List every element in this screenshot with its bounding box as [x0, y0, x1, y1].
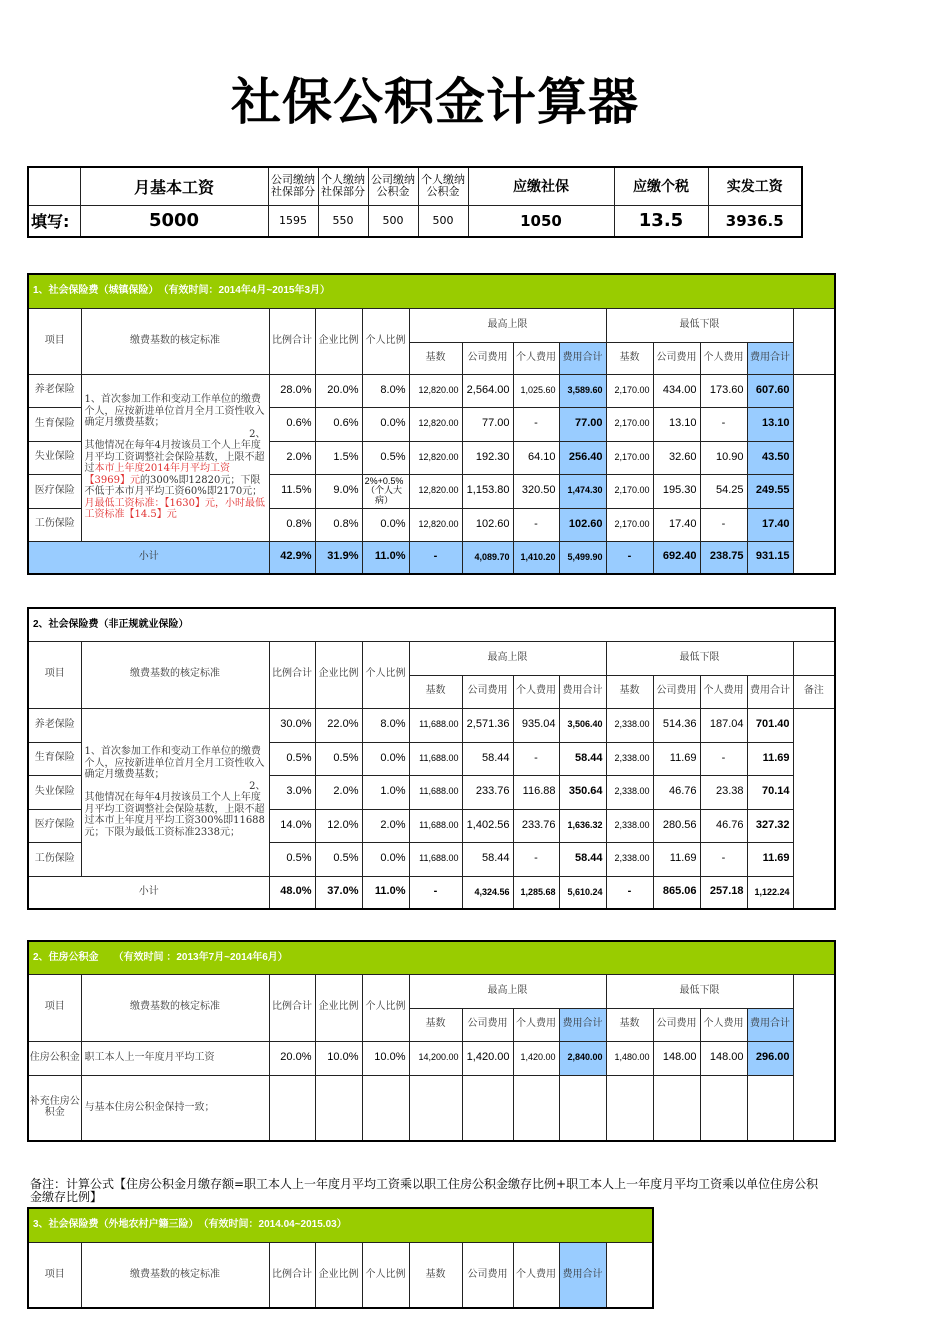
min-total: 249.55 [747, 474, 793, 508]
standard-paragraph-2a: 其他情况在每年4月按该员工个人上年度月平均工资调整社会保险基数，上限不超过 [84, 440, 265, 475]
min-total: 43.50 [747, 441, 793, 474]
max-base: 12,820.00 [409, 374, 462, 407]
min-personal: 23.38 [700, 775, 747, 809]
table-row [28, 1075, 835, 1141]
max-personal: 116.88 [513, 775, 559, 809]
row-item: 工伤保险 [28, 842, 81, 876]
personal-ratio: 0.0% [362, 508, 409, 541]
min-total: 931.15 [747, 541, 793, 574]
max-total: 58.44 [559, 742, 606, 775]
min-base: 2,170.00 [606, 474, 653, 508]
ratio-total: 48.0% [269, 876, 315, 909]
min-base: 2,170.00 [606, 508, 653, 541]
max-total: 2,840.00 [559, 1041, 606, 1075]
company-ratio: 12.0% [315, 809, 362, 842]
max-personal: - [513, 407, 559, 441]
col-min-company-fee: 公司费用 [653, 675, 700, 708]
col-min-personal-fee: 个人费用 [700, 675, 747, 708]
col-personal-fee: 个人费用 [513, 1242, 559, 1308]
min-personal: - [700, 842, 747, 876]
section-housing-fund-table [27, 940, 836, 1142]
col-standard: 缴费基数的核定标准 [81, 308, 269, 374]
personal-ratio: 11.0% [362, 541, 409, 574]
min-total: 11.69 [747, 842, 793, 876]
col-max-base: 基数 [409, 1008, 462, 1041]
tax-due-header: 应缴个税 [614, 167, 708, 205]
min-personal: 46.76 [700, 809, 747, 842]
personal-fund-header: 个人缴纳公积金 [418, 167, 468, 205]
subtotal-row [28, 541, 835, 574]
company-ratio: 0.8% [315, 508, 362, 541]
col-company-ratio: 企业比例 [315, 1242, 362, 1308]
social-due-header: 应缴社保 [468, 167, 614, 205]
col-max-fee-total: 费用合计 [559, 1008, 606, 1041]
ratio-total: 42.9% [269, 541, 315, 574]
col-personal-ratio: 个人比例 [362, 1242, 409, 1308]
calculator-summary-table [27, 166, 803, 238]
max-base: 11,688.00 [409, 842, 462, 876]
min-base: 2,170.00 [606, 374, 653, 407]
min-personal: 257.18 [700, 876, 747, 909]
max-personal: 1,410.20 [513, 541, 559, 574]
salary-input[interactable]: 5000 [80, 205, 268, 237]
section-rural-insurance-table [27, 1207, 654, 1309]
col-personal-ratio: 个人比例 [362, 641, 409, 708]
col-company-ratio: 企业比例 [315, 641, 362, 708]
max-personal: - [513, 842, 559, 876]
col-standard: 缴费基数的核定标准 [81, 974, 269, 1041]
max-company: 1,153.80 [462, 474, 513, 508]
section-3-title: 2、住房公积金 （有效时间 ：2013年7月~2014年6月） [28, 941, 835, 974]
max-base: - [409, 876, 462, 909]
max-personal: 233.76 [513, 809, 559, 842]
row-item: 生育保险 [28, 742, 81, 775]
col-min-group: 最低下限 [606, 641, 793, 675]
company-ratio: 9.0% [315, 474, 362, 508]
max-total: 350.64 [559, 775, 606, 809]
max-base: 12,820.00 [409, 407, 462, 441]
max-company: 58.44 [462, 742, 513, 775]
min-total: 13.10 [747, 407, 793, 441]
col-base: 基数 [409, 1242, 462, 1308]
col-min-fee-total: 费用合计 [747, 675, 793, 708]
max-company: 233.76 [462, 775, 513, 809]
empty-cell [409, 1075, 462, 1141]
min-company: 148.00 [653, 1041, 700, 1075]
max-base: 14,200.00 [409, 1041, 462, 1075]
max-personal: 1,420.00 [513, 1041, 559, 1075]
min-company: 13.10 [653, 407, 700, 441]
col-min-fee-total: 费用合计 [747, 342, 793, 374]
ratio-total: 0.5% [269, 742, 315, 775]
col-standard: 缴费基数的核定标准 [81, 1242, 269, 1308]
salary-header: 月基本工资 [80, 167, 268, 205]
min-base: 2,170.00 [606, 441, 653, 474]
row-item: 失业保险 [28, 441, 81, 474]
col-remark: 备注 [793, 675, 835, 708]
min-base: 2,338.00 [606, 775, 653, 809]
min-company: 32.60 [653, 441, 700, 474]
min-company: 865.06 [653, 876, 700, 909]
personal-ratio: 1.0% [362, 775, 409, 809]
personal-ratio: 8.0% [362, 374, 409, 407]
max-personal: 1,285.68 [513, 876, 559, 909]
min-personal: 10.90 [700, 441, 747, 474]
company-ratio: 0.6% [315, 407, 362, 441]
company-ratio: 2.0% [315, 775, 362, 809]
min-personal: 187.04 [700, 708, 747, 742]
col-personal-ratio: 个人比例 [362, 308, 409, 374]
max-total: 5,610.24 [559, 876, 606, 909]
subtotal-label: 小计 [28, 876, 269, 909]
max-company: 192.30 [462, 441, 513, 474]
max-company: 77.00 [462, 407, 513, 441]
row-standard: 与基本住房公积金保持一致； [81, 1075, 269, 1141]
col-standard: 缴费基数的核定标准 [81, 641, 269, 708]
personal-ratio: 0.0% [362, 842, 409, 876]
col-fee-total: 费用合计 [559, 1242, 606, 1308]
max-total: 1,474.30 [559, 474, 606, 508]
tax-due-value: 13.5 [614, 205, 708, 237]
max-base: 12,820.00 [409, 474, 462, 508]
standard-paragraph-1: 1、首次参加工作和变动工作单位的缴费个人，应按新进单位首月全月工资性收入确定月缴费基数； [84, 394, 265, 429]
standard-highlight-2: 月最低工资标准：【1630】元，小时最低工资标准【14.5】元 [84, 497, 265, 521]
table-row [28, 374, 835, 407]
max-base: - [409, 541, 462, 574]
ratio-total: 11.5% [269, 474, 315, 508]
corner-cell [28, 167, 80, 205]
min-total: 701.40 [747, 708, 793, 742]
standard-paragraph-2b: 的300%即12820元；下限不低于本市月平均工资60%即2170元； [84, 474, 263, 498]
min-personal: - [700, 508, 747, 541]
row-item: 生育保险 [28, 407, 81, 441]
social-due-value: 1050 [468, 205, 614, 237]
min-personal: 173.60 [700, 374, 747, 407]
section-urban-insurance-table [27, 273, 836, 575]
personal-ratio: 2.0% [362, 809, 409, 842]
page-title: 社保公积金计算器 [231, 73, 639, 131]
max-base: 12,820.00 [409, 441, 462, 474]
max-company: 102.60 [462, 508, 513, 541]
col-company-ratio: 企业比例 [315, 308, 362, 374]
col-min-group: 最低下限 [606, 308, 793, 342]
standard-paragraph-2-num: 2、 [249, 428, 266, 440]
min-total: 296.00 [747, 1041, 793, 1075]
section-informal-insurance-table [27, 607, 836, 910]
max-personal: 935.04 [513, 708, 559, 742]
min-company: 434.00 [653, 374, 700, 407]
net-salary-value: 3936.5 [708, 205, 802, 237]
min-personal: - [700, 742, 747, 775]
col-ratio-total: 比例合计 [269, 1242, 315, 1308]
max-company: 58.44 [462, 842, 513, 876]
min-total: 607.60 [747, 374, 793, 407]
max-personal: 1,025.60 [513, 374, 559, 407]
personal-ratio: 0.0% [362, 742, 409, 775]
col-max-company-fee: 公司费用 [462, 675, 513, 708]
col-min-group: 最低下限 [606, 974, 793, 1008]
company-ratio: 0.5% [315, 742, 362, 775]
max-total: 256.40 [559, 441, 606, 474]
empty-cell [315, 1075, 362, 1141]
min-base: 2,170.00 [606, 407, 653, 441]
col-ratio-total: 比例合计 [269, 641, 315, 708]
company-fund-header: 公司缴纳公积金 [368, 167, 418, 205]
col-max-personal-fee: 个人费用 [513, 1008, 559, 1041]
col-blank [606, 1242, 653, 1308]
col-min-company-fee: 公司费用 [653, 1008, 700, 1041]
row-item: 医疗保险 [28, 809, 81, 842]
standard-paragraph-1: 1、首次参加工作和变动工作单位的缴费个人，应按新进单位首月全月工资性收入确定月缴费基数； [84, 746, 265, 780]
col-blank [793, 974, 835, 1141]
section-4-title: 3、社会保险费（外地农村户籍三险） （有效时间：2014.04~2015.03） [28, 1208, 653, 1242]
max-company: 2,571.36 [462, 708, 513, 742]
personal-ratio: 0.0% [362, 407, 409, 441]
max-total: 77.00 [559, 407, 606, 441]
min-company: 46.76 [653, 775, 700, 809]
col-company-fee: 公司费用 [462, 1242, 513, 1308]
max-personal: - [513, 508, 559, 541]
ratio-total: 0.8% [269, 508, 315, 541]
col-item: 项目 [28, 308, 81, 374]
personal-social-header: 个人缴纳社保部分 [318, 167, 368, 205]
min-total: 1,122.24 [747, 876, 793, 909]
max-total: 102.60 [559, 508, 606, 541]
ratio-total: 20.0% [269, 1041, 315, 1075]
max-company: 1,420.00 [462, 1041, 513, 1075]
col-max-personal-fee: 个人费用 [513, 675, 559, 708]
empty-cell [462, 1075, 513, 1141]
col-blank [793, 308, 835, 374]
col-min-base: 基数 [606, 675, 653, 708]
standard-paragraph-2-num: 2、 [249, 780, 266, 792]
max-personal: 64.10 [513, 441, 559, 474]
min-personal: 238.75 [700, 541, 747, 574]
min-personal: 148.00 [700, 1041, 747, 1075]
empty-cell [559, 1075, 606, 1141]
personal-ratio: 0.5% [362, 441, 409, 474]
standard-text [81, 374, 269, 541]
col-personal-ratio: 个人比例 [362, 974, 409, 1041]
min-base: 2,338.00 [606, 842, 653, 876]
max-base: 12,820.00 [409, 508, 462, 541]
personal-social-value: 550 [318, 205, 368, 237]
row-item: 工伤保险 [28, 508, 81, 541]
col-min-company-fee: 公司费用 [653, 342, 700, 374]
row-standard: 职工本人上一年度月平均工资 [81, 1041, 269, 1075]
ratio-total: 0.6% [269, 407, 315, 441]
max-base: 11,688.00 [409, 809, 462, 842]
ratio-total: 2.0% [269, 441, 315, 474]
min-base: 2,338.00 [606, 708, 653, 742]
max-personal: - [513, 742, 559, 775]
col-item: 项目 [28, 641, 81, 708]
company-ratio: 1.5% [315, 441, 362, 474]
col-min-personal-fee: 个人费用 [700, 342, 747, 374]
blank-cell [793, 374, 835, 574]
max-company: 4,324.56 [462, 876, 513, 909]
col-max-company-fee: 公司费用 [462, 1008, 513, 1041]
max-base: 11,688.00 [409, 708, 462, 742]
row-item: 住房公积金 [28, 1041, 81, 1075]
personal-ratio: 10.0% [362, 1041, 409, 1075]
min-total: 327.32 [747, 809, 793, 842]
min-base: 2,338.00 [606, 809, 653, 842]
min-company: 11.69 [653, 842, 700, 876]
company-ratio: 20.0% [315, 374, 362, 407]
col-ratio-total: 比例合计 [269, 308, 315, 374]
max-company: 4,089.70 [462, 541, 513, 574]
max-base: 11,688.00 [409, 775, 462, 809]
col-min-base: 基数 [606, 1008, 653, 1041]
col-min-base: 基数 [606, 342, 653, 374]
col-item: 项目 [28, 974, 81, 1041]
empty-cell [747, 1075, 793, 1141]
company-ratio: 0.5% [315, 842, 362, 876]
empty-cell [700, 1075, 747, 1141]
personal-ratio: 11.0% [362, 876, 409, 909]
ratio-total: 30.0% [269, 708, 315, 742]
ratio-total: 3.0% [269, 775, 315, 809]
net-salary-header: 实发工资 [708, 167, 802, 205]
formula-note: 备注：计算公式【住房公积金月缴存额=职工本人上一年度月平均工资乘以职工住房公积金缴存比例+职工本人上一年度月平均工资乘以单位住房公积金缴存比例】 [30, 1177, 819, 1204]
ratio-total: 0.5% [269, 842, 315, 876]
max-total: 3,589.60 [559, 374, 606, 407]
min-company: 11.69 [653, 742, 700, 775]
max-total: 5,499.90 [559, 541, 606, 574]
max-base: 11,688.00 [409, 742, 462, 775]
col-min-fee-total: 费用合计 [747, 1008, 793, 1041]
row-item: 养老保险 [28, 708, 81, 742]
empty-cell [606, 1075, 653, 1141]
min-personal: - [700, 407, 747, 441]
min-company: 195.30 [653, 474, 700, 508]
col-max-group: 最高上限 [409, 974, 606, 1008]
company-ratio: 10.0% [315, 1041, 362, 1075]
section-1-title: 1、社会保险费（城镇保险） （有效时间：2014年4月~2015年3月） [28, 274, 835, 308]
company-ratio: 31.9% [315, 541, 362, 574]
min-base: 2,338.00 [606, 742, 653, 775]
min-company: 17.40 [653, 508, 700, 541]
row-item: 养老保险 [28, 374, 81, 407]
company-ratio: 37.0% [315, 876, 362, 909]
max-total: 1,636.32 [559, 809, 606, 842]
col-max-fee-total: 费用合计 [559, 342, 606, 374]
row-item: 补充住房公积金 [28, 1075, 81, 1141]
company-ratio: 22.0% [315, 708, 362, 742]
max-total: 58.44 [559, 842, 606, 876]
max-personal: 320.50 [513, 474, 559, 508]
col-item: 项目 [28, 1242, 81, 1308]
ratio-total: 14.0% [269, 809, 315, 842]
empty-cell [362, 1075, 409, 1141]
min-base: 1,480.00 [606, 1041, 653, 1075]
min-personal: 54.25 [700, 474, 747, 508]
standard-highlight-1: 本市上年度2014年月平均工资【3969】元 [84, 463, 230, 486]
min-base: - [606, 541, 653, 574]
table-row [28, 708, 835, 742]
empty-cell [653, 1075, 700, 1141]
min-company: 514.36 [653, 708, 700, 742]
min-total: 17.40 [747, 508, 793, 541]
col-max-base: 基数 [409, 342, 462, 374]
max-company: 2,564.00 [462, 374, 513, 407]
col-max-group: 最高上限 [409, 641, 606, 675]
min-total: 11.69 [747, 742, 793, 775]
company-social-value: 1595 [268, 205, 318, 237]
min-company: 692.40 [653, 541, 700, 574]
ratio-total: 28.0% [269, 374, 315, 407]
max-total: 3,506.40 [559, 708, 606, 742]
col-company-ratio: 企业比例 [315, 974, 362, 1041]
min-base: - [606, 876, 653, 909]
standard-paragraph-2: 其他情况在每年4月按该员工个人上年度月平均工资调整社会保险基数，上限不超过本市上年度月平均工资300%即11688元；下限为最低工资标准2338元； [84, 792, 265, 838]
max-company: 1,402.56 [462, 809, 513, 842]
col-max-base: 基数 [409, 675, 462, 708]
empty-cell [269, 1075, 315, 1141]
personal-fund-value: 500 [418, 205, 468, 237]
empty-cell [513, 1075, 559, 1141]
remark-cell [793, 708, 835, 909]
subtotal-row [28, 876, 835, 909]
table-row [28, 1041, 835, 1075]
row-item: 失业保险 [28, 775, 81, 809]
company-social-header: 公司缴纳社保部分 [268, 167, 318, 205]
personal-ratio: 8.0% [362, 708, 409, 742]
col-max-personal-fee: 个人费用 [513, 342, 559, 374]
company-fund-value: 500 [368, 205, 418, 237]
min-company: 280.56 [653, 809, 700, 842]
subtotal-label: 小计 [28, 541, 269, 574]
standard-text [81, 708, 269, 876]
col-max-group: 最高上限 [409, 308, 606, 342]
col-blank [793, 641, 835, 675]
col-max-company-fee: 公司费用 [462, 342, 513, 374]
min-total: 70.14 [747, 775, 793, 809]
row-item: 医疗保险 [28, 474, 81, 508]
col-ratio-total: 比例合计 [269, 974, 315, 1041]
fill-label: 填写: [28, 205, 80, 237]
col-min-personal-fee: 个人费用 [700, 1008, 747, 1041]
personal-ratio: 2%+0.5%（个人大病） [362, 474, 409, 508]
col-max-fee-total: 费用合计 [559, 675, 606, 708]
section-2-title: 2、社会保险费（非正规就业保险） [28, 608, 835, 641]
